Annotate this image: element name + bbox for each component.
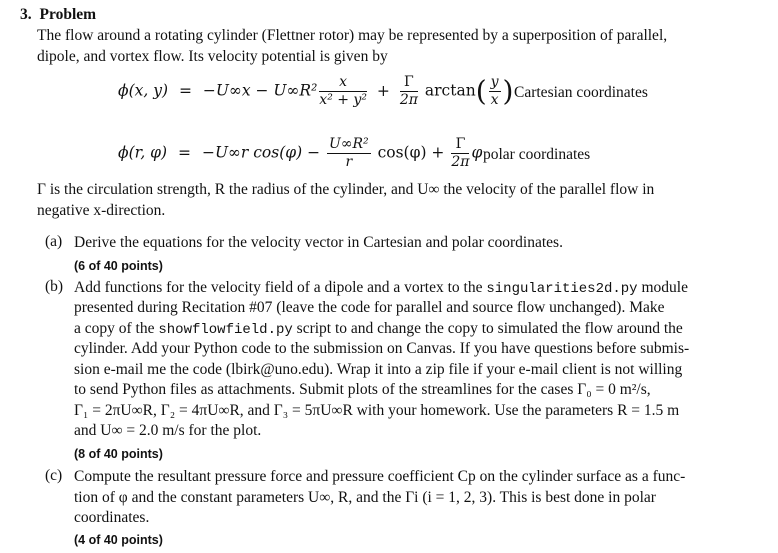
item-b-line-6: to send Python files as attachments. Submit plots of the streamlines for the cases Γ₀ = 0 m²/s, bbox=[74, 381, 651, 398]
eq1-frac3 bbox=[489, 74, 501, 109]
singularities-filename: singularities2d.py bbox=[486, 281, 638, 297]
eq1-lhs: ϕ(x, y) bbox=[118, 81, 169, 100]
item-b-label: (b) bbox=[45, 278, 64, 295]
item-b-line-5: sion e-mail me the code (lbirk@uno.edu). Wrap it into a zip file if your e-mail client is not willing bbox=[74, 361, 683, 378]
item-a-text: Derive the equations for the velocity vector in Cartesian and polar coordinates. bbox=[74, 234, 563, 251]
eq2-term3: φ bbox=[471, 143, 483, 162]
eq1-func: arctan bbox=[424, 81, 476, 100]
item-b-points: (8 of 40 points) bbox=[74, 447, 163, 461]
description-line-2: negative x-direction. bbox=[37, 202, 166, 219]
eq2-frac1 bbox=[327, 136, 371, 171]
eq1-frac2 bbox=[400, 74, 418, 109]
eq2-label: polar coordinates bbox=[483, 146, 591, 163]
item-b-line-8: and U∞ = 2.0 m/s for the plot. bbox=[74, 422, 262, 439]
item-b-line-1a: Add functions for the velocity field of a dipole and a vortex to the bbox=[74, 279, 483, 296]
item-a-label: (a) bbox=[45, 233, 63, 250]
intro-line-1: The flow around a rotating cylinder (Flettner rotor) may be represented by a superposition of parallel, bbox=[37, 27, 668, 44]
item-c-label: (c) bbox=[45, 467, 63, 484]
item-b-line-2: presented during Recitation #07 (leave the code for parallel and source flow unchanged). Make bbox=[74, 299, 665, 316]
item-c-line-3: coordinates. bbox=[74, 509, 150, 526]
eq1-frac3-den: x bbox=[490, 92, 499, 108]
eq2-lhs: ϕ(r, φ) bbox=[118, 143, 168, 162]
item-b-line-4: cylinder. Add your Python code to the submission on Canvas. If you have questions before submis- bbox=[74, 340, 690, 357]
item-b-line-3 bbox=[74, 319, 683, 341]
eq2-frac1-den: r bbox=[345, 154, 353, 170]
item-b-line-1 bbox=[74, 278, 688, 300]
item-b-line-3a: a copy of the bbox=[74, 320, 155, 337]
eq1-frac1-num: x bbox=[319, 74, 367, 92]
item-c-line-1: Compute the resultant pressure force and pressure coefficient Cp on the cylinder surface as a func- bbox=[74, 468, 686, 485]
item-c-line-2: tion of φ and the constant parameters U∞, R, and the Γi (i = 1, 2, 3). This is best done in polar bbox=[74, 489, 656, 506]
problem-number: 3. bbox=[20, 6, 32, 23]
eq1-plus: + bbox=[376, 81, 390, 100]
eq1-frac2-den: 2π bbox=[399, 92, 418, 108]
equation-cartesian bbox=[118, 74, 513, 109]
eq2-frac2 bbox=[451, 136, 469, 171]
eq1-paren-left: ( bbox=[475, 74, 487, 108]
eq2-term2: cos(φ) + bbox=[377, 143, 445, 162]
eq1-frac1 bbox=[319, 74, 367, 109]
eq1-frac1-den: x² + y² bbox=[319, 92, 367, 108]
item-b-line-7: Γ₁ = 2πU∞R, Γ₂ = 4πU∞R, and Γ₃ = 5πU∞R with your homework. Use the parameters R = 1.5 m bbox=[74, 402, 680, 419]
problem-title: Problem bbox=[39, 6, 97, 23]
intro-line-2: dipole, and vortex flow. Its velocity potential is given by bbox=[37, 48, 388, 65]
showflowfield-filename: showflowfield.py bbox=[158, 322, 293, 338]
item-c-points: (4 of 40 points) bbox=[74, 533, 163, 547]
eq1-paren-right: ) bbox=[502, 74, 514, 108]
eq2-frac2-den: 2π bbox=[451, 154, 470, 170]
eq2-term1: −U∞r cos(φ) − bbox=[201, 143, 321, 162]
eq2-equals: = bbox=[178, 143, 192, 162]
eq2-frac2-num: Γ bbox=[451, 136, 469, 154]
item-b-line-1b: module bbox=[641, 279, 688, 296]
eq1-frac2-num: Γ bbox=[400, 74, 418, 92]
eq1-frac3-num: y bbox=[490, 74, 499, 90]
problem-heading bbox=[20, 6, 96, 24]
item-a-points: (6 of 40 points) bbox=[74, 259, 163, 273]
equation-polar bbox=[118, 136, 482, 171]
eq2-frac1-num: U∞R² bbox=[329, 136, 369, 152]
description-line-1: Γ is the circulation strength, R the radius of the cylinder, and U∞ the velocity of the parallel flow in bbox=[37, 181, 655, 198]
eq1-equals: = bbox=[178, 81, 192, 100]
eq1-label: Cartesian coordinates bbox=[514, 84, 648, 101]
eq1-term1: −U∞x − U∞R² bbox=[202, 81, 318, 100]
item-b-line-3b: script to and change the copy to simulated the flow around the bbox=[296, 320, 683, 337]
